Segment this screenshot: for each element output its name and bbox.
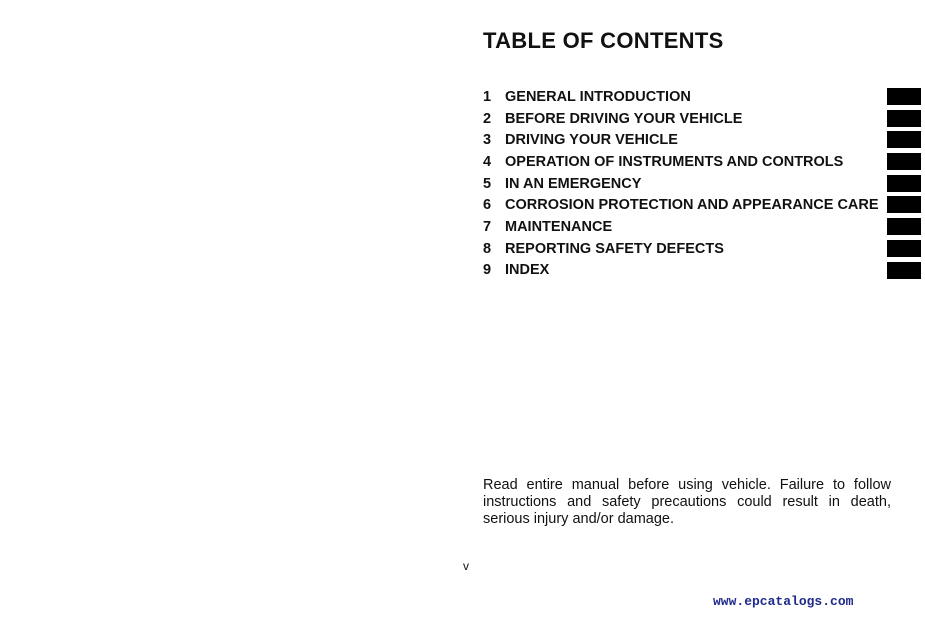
toc-label: MAINTENANCE	[505, 218, 613, 235]
page-title: TABLE OF CONTENTS	[483, 28, 724, 53]
toc-item-5[interactable]	[483, 173, 883, 195]
toc-item-9[interactable]	[483, 260, 883, 282]
section-tab-5[interactable]	[887, 175, 921, 192]
toc-number: 6	[483, 197, 492, 214]
table-of-contents	[483, 86, 883, 281]
toc-number: 9	[483, 262, 492, 279]
toc-label: BEFORE DRIVING YOUR VEHICLE	[505, 110, 743, 127]
toc-label: CORROSION PROTECTION AND APPEARANCE CARE	[505, 197, 879, 214]
toc-number: 3	[483, 132, 492, 149]
section-tab-3[interactable]	[887, 131, 921, 148]
toc-number: 4	[483, 153, 492, 170]
toc-label: DRIVING YOUR VEHICLE	[505, 132, 678, 149]
section-tab-6[interactable]	[887, 196, 921, 213]
toc-label: REPORTING SAFETY DEFECTS	[505, 240, 724, 257]
section-tab-9[interactable]	[887, 262, 921, 279]
section-thumb-tabs	[887, 88, 921, 283]
safety-warning-text: Read entire manual before using vehicle. Failure to follow instructions and safety precautions could result in death, serious injury and/or damage.	[483, 477, 891, 527]
toc-number: 8	[483, 240, 492, 257]
section-tab-8[interactable]	[887, 240, 921, 257]
toc-item-2[interactable]	[483, 108, 883, 130]
section-tab-1[interactable]	[887, 88, 921, 105]
toc-item-1[interactable]	[483, 86, 883, 108]
toc-item-3[interactable]	[483, 129, 883, 151]
page-number: v	[463, 559, 469, 573]
toc-item-8[interactable]	[483, 238, 883, 260]
section-tab-4[interactable]	[887, 153, 921, 170]
toc-label: GENERAL INTRODUCTION	[505, 88, 691, 105]
toc-item-6[interactable]	[483, 194, 883, 216]
toc-number: 2	[483, 110, 492, 127]
toc-item-4[interactable]	[483, 151, 883, 173]
toc-label: OPERATION OF INSTRUMENTS AND CONTROLS	[505, 153, 844, 170]
toc-number: 1	[483, 88, 492, 105]
toc-number: 5	[483, 175, 492, 192]
toc-item-7[interactable]	[483, 216, 883, 238]
section-tab-7[interactable]	[887, 218, 921, 235]
toc-label: IN AN EMERGENCY	[505, 175, 642, 192]
watermark: www.epcatalogs.com	[713, 594, 854, 609]
section-tab-2[interactable]	[887, 110, 921, 127]
toc-number: 7	[483, 218, 492, 235]
toc-label: INDEX	[505, 262, 550, 279]
